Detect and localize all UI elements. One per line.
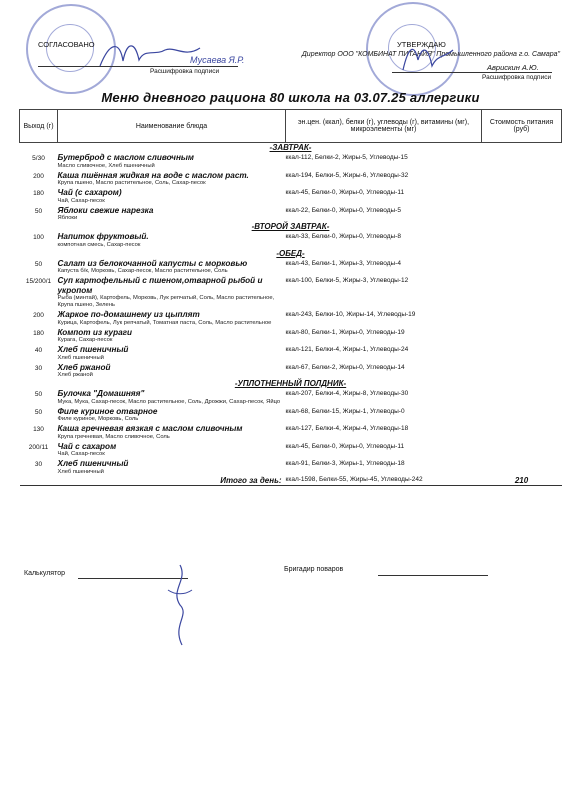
menu-item-row: [20, 458, 562, 476]
director-position: Директор ООО "КОМБИНАТ ПИТАНИЯ" Промышленного района г.о. Самара": [301, 51, 560, 58]
menu-item-row: [20, 309, 562, 327]
section-title: -УПЛОТНЕННЫЙ ПОЛДНИК-: [234, 379, 347, 388]
column-header-name: Наименование блюда: [58, 110, 286, 143]
item-name-cell: [58, 205, 286, 223]
item-output: 5/30: [32, 155, 45, 162]
item-name-cell: [58, 327, 286, 345]
item-dish-name: Хлеб пшеничный: [57, 459, 129, 468]
item-nutrition: ккал-112, Белки-2, Жиры-5, Углеводы-15: [285, 154, 408, 161]
item-name-cell: [58, 275, 286, 309]
item-nutrition: ккал-243, Белки-10, Жиры-14, Углеводы-19: [285, 311, 416, 318]
chef-label: Бригадир поваров: [284, 566, 344, 573]
approval-label-right: УТВЕРЖДАЮ: [397, 40, 446, 49]
item-name-cell: [58, 258, 286, 276]
menu-item-row: [20, 441, 562, 459]
item-nutrition: ккал-121, Белки-4, Жиры-1, Углеводы-24: [285, 346, 409, 353]
page-title: Меню дневного рациона 80 школа на 03.07.25 аллергики: [101, 90, 480, 105]
item-nutrition: ккал-80, Белки-1, Жиры-0, Углеводы-19: [285, 328, 405, 336]
item-dish-name: Салат из белокочанной капусты с морковью: [57, 258, 248, 268]
item-price: [482, 231, 562, 249]
menu-item-row: [20, 406, 562, 424]
calculator-signature: [160, 560, 200, 650]
section-row: [20, 249, 562, 258]
item-name-cell: [58, 406, 286, 424]
item-price: [482, 327, 562, 345]
sig-line-left: [38, 66, 238, 67]
item-output: 50: [34, 408, 43, 416]
approval-label-left: СОГЛАСОВАНО: [38, 40, 95, 49]
section-title-cell: [20, 143, 562, 153]
menu-table: [19, 109, 562, 486]
item-price: [482, 362, 562, 380]
item-ingredients: Курица, Картофель, Лук репчатый, Томатная паста, Соль, Масло растительное: [57, 319, 272, 326]
sig-line-right: [392, 72, 552, 73]
item-output: 200: [33, 172, 44, 180]
item-ingredients: Филе куриное, Морковь, Соль: [57, 416, 139, 422]
section-title-cell: [20, 379, 562, 388]
item-name-cell: [58, 152, 286, 170]
total-price: 210: [482, 476, 562, 486]
item-dish-name: Жаркое по-домашнему из цыплят: [57, 310, 200, 319]
item-dish-name: Компот из кураги: [57, 327, 133, 337]
item-name-cell: [58, 309, 286, 327]
item-name-cell: [58, 458, 286, 476]
item-dish-name: Суп картофельный с пшеном,отварной рыбой и укропом: [57, 276, 263, 295]
item-ingredients: Крупа пшено, Масло растительное, Соль, Сахар-песок: [57, 180, 206, 186]
calculator-label: Калькулятор: [24, 570, 65, 577]
signature-name-left: Мусаева Я.Р.: [190, 55, 245, 65]
item-output: 50: [34, 391, 43, 398]
section-title-cell: [20, 249, 562, 258]
column-header-nutrition: эн.цен. (ккал), белки (г), углеводы (г), витамины (мг), микроэлементы (мг): [286, 110, 482, 143]
item-dish-name: Каша пшённая жидкая на воде с маслом раст.: [57, 170, 249, 180]
item-ingredients: Хлеб пшеничный: [57, 468, 104, 475]
item-ingredients: Курага, Сахар-песок: [57, 337, 113, 343]
item-name-cell: [58, 344, 286, 362]
item-price: [482, 458, 562, 476]
item-output: 50: [34, 207, 43, 215]
item-name-cell: [58, 170, 286, 188]
item-output: 30: [34, 461, 43, 468]
item-nutrition: ккал-22, Белки-0, Жиры-0, Углеводы-5: [285, 206, 401, 214]
signature-right: [398, 40, 458, 76]
item-price: [482, 309, 562, 327]
menu-item-row: [20, 205, 562, 223]
section-title: -ЗАВТРАК-: [269, 143, 312, 152]
item-dish-name: Булочка "Домашняя": [57, 389, 145, 398]
menu-item-row: [20, 388, 562, 406]
item-nutrition: ккал-207, Белки-4, Жиры-8, Углеводы-30: [285, 390, 409, 397]
item-dish-name: Бутерброд с маслом сливочным: [57, 153, 194, 162]
item-name-cell: [58, 441, 286, 459]
item-nutrition: ккал-68, Белки-15, Жиры-1, Углеводы-0: [285, 407, 405, 415]
item-output: 180: [33, 329, 44, 337]
item-ingredients: Чай, Сахар-песок: [57, 451, 105, 457]
section-row: [20, 222, 562, 231]
item-output: 180: [33, 190, 44, 197]
item-nutrition: ккал-100, Белки-5, Жиры-3, Углеводы-12: [285, 277, 409, 284]
item-price: [482, 406, 562, 424]
item-nutrition: ккал-33, Белки-0, Жиры-0, Углеводы-8: [285, 233, 401, 240]
item-nutrition: ккал-67, Белки-2, Жиры-0, Углеводы-14: [285, 363, 405, 371]
item-ingredients: Масло сливочное, Хлеб пшеничный: [57, 162, 155, 169]
total-label: Итого за день:: [20, 476, 286, 486]
item-output: 15/200/1: [25, 278, 52, 285]
column-header-out: Выход (г): [20, 110, 58, 143]
item-output: 50: [34, 260, 43, 268]
section-title: -ОБЕД-: [276, 248, 305, 258]
item-output: 100: [33, 234, 44, 241]
item-ingredients: компотная смесь, Сахар-песок: [57, 241, 141, 248]
menu-item-row: [20, 187, 562, 205]
item-price: [482, 152, 562, 170]
menu-item-row: [20, 275, 562, 309]
item-output: 200/11: [28, 443, 49, 451]
total-label-cell: [20, 476, 286, 486]
item-dish-name: Филе куриное отварное: [57, 406, 158, 416]
item-nutrition: ккал-45, Белки-0, Жиры-0, Углеводы-11: [285, 442, 405, 450]
item-nutrition: ккал-45, Белки-0, Жиры-0, Углеводы-11: [285, 189, 405, 196]
menu-body: [20, 143, 562, 486]
item-nutrition: ккал-194, Белки-5, Жиры-6, Углеводы-32: [285, 171, 409, 179]
section-row: [20, 379, 562, 388]
item-ingredients: Крупа гречневая, Масло сливочное, Соль: [57, 433, 170, 440]
item-dish-name: Хлеб ржаной: [57, 362, 111, 372]
section-title-cell: [20, 222, 562, 231]
item-ingredients: Мука, Мука, Сахар-песок, Масло растительное, Соль, Дрожжи, Сахар-песок, Яйцо: [57, 398, 281, 405]
total-row: [20, 476, 562, 486]
section-title: -ВТОРОЙ ЗАВТРАК-: [251, 222, 330, 231]
menu-item-row: [20, 423, 562, 441]
sig-caption-left: Расшифровка подписи: [150, 68, 220, 75]
item-ingredients: Капуста б/к, Морковь, Сахар-песок, Масло растительное, Соль: [57, 268, 228, 274]
item-output: 30: [34, 364, 43, 372]
menu-item-row: [20, 258, 562, 276]
item-price: [482, 441, 562, 459]
menu-item-row: [20, 344, 562, 362]
menu-item-row: [20, 231, 562, 249]
item-price: [482, 205, 562, 223]
total-nutrition: ккал-1598, Белки-55, Жиры-45, Углеводы-242: [286, 476, 482, 486]
item-dish-name: Чай с сахаром: [57, 441, 117, 451]
item-ingredients: Рыба (минтай), Картофель, Морковь, Лук репчатый, Соль, Масло растительное, Крупа пшено, Зелень: [57, 295, 275, 308]
item-ingredients: Хлеб пшеничный: [57, 354, 104, 361]
item-ingredients: Яблоки: [57, 215, 78, 221]
signature-name-right: Аврискин А.Ю.: [487, 63, 539, 72]
chef-sig-line: [378, 575, 488, 576]
menu-item-row: [20, 170, 562, 188]
item-output: 200: [33, 312, 44, 319]
item-name-cell: [58, 187, 286, 205]
item-name-cell: [58, 423, 286, 441]
section-row: [20, 143, 562, 153]
item-nutrition: ккал-91, Белки-3, Жиры-1, Углеводы-18: [285, 460, 405, 467]
item-ingredients: Хлеб ржаной: [57, 372, 93, 378]
item-dish-name: Чай (с сахаром): [57, 188, 122, 197]
item-price: [482, 258, 562, 276]
menu-item-row: [20, 327, 562, 345]
item-name-cell: [58, 388, 286, 406]
item-price: [482, 423, 562, 441]
item-dish-name: Напиток фруктовый.: [57, 232, 149, 241]
item-price: [482, 170, 562, 188]
item-nutrition: ккал-127, Белки-4, Жиры-4, Углеводы-18: [285, 425, 409, 432]
item-dish-name: Яблоки свежие нарезка: [57, 205, 154, 215]
menu-item-row: [20, 362, 562, 380]
item-output: 40: [34, 347, 43, 354]
table-header-row: [20, 110, 562, 143]
item-price: [482, 187, 562, 205]
item-name-cell: [58, 231, 286, 249]
item-price: [482, 388, 562, 406]
sig-caption-right: Расшифровка подписи: [482, 74, 552, 81]
item-price: [482, 275, 562, 309]
item-dish-name: Каша гречневая вязкая с маслом сливочным: [57, 424, 243, 433]
item-price: [482, 344, 562, 362]
item-nutrition: ккал-43, Белки-1, Жиры-3, Углеводы-4: [285, 259, 401, 267]
item-name-cell: [58, 362, 286, 380]
item-dish-name: Хлеб пшеничный: [57, 345, 129, 354]
item-ingredients: Чай, Сахар-песок: [57, 197, 105, 204]
item-output: 130: [33, 426, 44, 433]
menu-item-row: [20, 152, 562, 170]
column-header-price: Стоимость питания (руб): [482, 110, 562, 143]
